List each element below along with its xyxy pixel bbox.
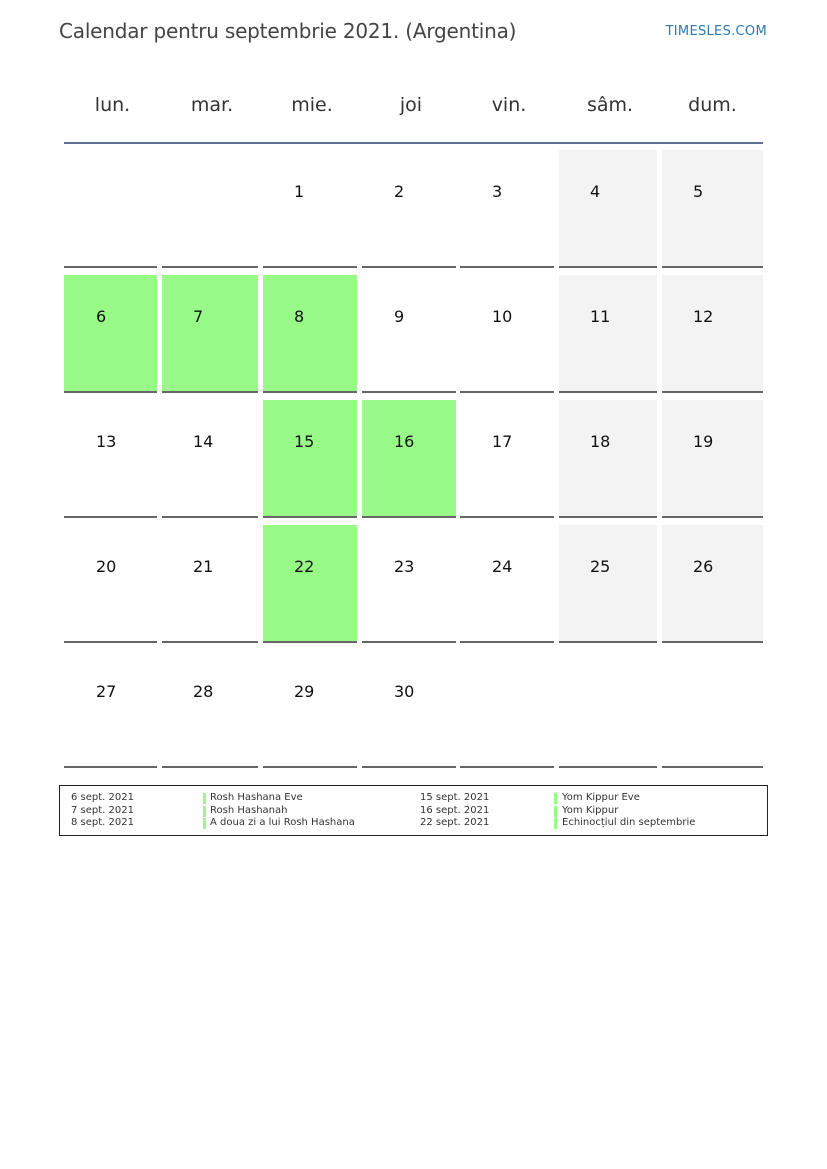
day-cell-23 — [362, 525, 456, 643]
legend-item — [71, 817, 401, 829]
weekday-label: joi — [399, 94, 423, 116]
day-cell-29 — [263, 650, 357, 768]
day-cell-7 — [162, 275, 258, 393]
weekday-header — [64, 90, 763, 120]
holiday-color-swatch — [203, 818, 206, 829]
weekday-label: vin. — [491, 94, 527, 116]
day-number: 28 — [193, 682, 214, 701]
day-cell-21 — [162, 525, 258, 643]
day-number: 20 — [96, 557, 117, 576]
day-cell-24 — [460, 525, 554, 643]
holiday-color-swatch — [554, 818, 557, 829]
day-number: 30 — [394, 682, 415, 701]
day-number: 27 — [96, 682, 117, 701]
day-cell-19 — [662, 400, 763, 518]
day-cell-2 — [362, 150, 456, 268]
day-cell-22 — [263, 525, 357, 643]
header-divider — [64, 142, 763, 144]
day-number: 15 — [294, 432, 315, 451]
legend-date: 7 sept. 2021 — [71, 804, 134, 816]
day-number: 14 — [193, 432, 214, 451]
legend-item — [420, 805, 750, 817]
weekday-label: mar. — [190, 94, 234, 116]
day-number: 29 — [294, 682, 315, 701]
empty-day-cell — [162, 150, 258, 268]
weekday-label: lun. — [94, 94, 131, 116]
holiday-color-swatch — [554, 806, 557, 817]
day-number: 7 — [193, 307, 204, 326]
day-number: 19 — [693, 432, 714, 451]
weekday-label: dum. — [688, 94, 737, 116]
day-cell-4 — [559, 150, 657, 268]
day-cell-8 — [263, 275, 357, 393]
day-cell-6 — [64, 275, 157, 393]
day-cell-1 — [263, 150, 357, 268]
day-number: 5 — [693, 182, 704, 201]
day-number: 26 — [693, 557, 714, 576]
day-number: 1 — [294, 182, 305, 201]
day-number: 8 — [294, 307, 305, 326]
day-number: 22 — [294, 557, 315, 576]
day-cell-25 — [559, 525, 657, 643]
legend-holiday-name: Yom Kippur — [562, 804, 619, 816]
empty-day-cell — [460, 650, 554, 768]
day-number: 9 — [394, 307, 405, 326]
holiday-legend — [59, 785, 768, 836]
legend-date: 22 sept. 2021 — [420, 817, 490, 828]
holiday-color-swatch — [203, 793, 206, 804]
legend-holiday-name: Rosh Hashanah — [210, 804, 288, 816]
holiday-color-swatch — [203, 806, 206, 817]
legend-date: 16 sept. 2021 — [420, 804, 490, 816]
day-cell-17 — [460, 400, 554, 518]
day-cell-11 — [559, 275, 657, 393]
day-number: 2 — [394, 182, 405, 201]
legend-holiday-name: Echinocțiul din septembrie — [562, 817, 696, 828]
page-title: Calendar pentru septembrie 2021. (Argentina) — [59, 19, 517, 43]
empty-day-cell — [559, 650, 657, 768]
day-cell-10 — [460, 275, 554, 393]
legend-date: 8 sept. 2021 — [71, 817, 134, 828]
day-number: 21 — [193, 557, 214, 576]
day-cell-16 — [362, 400, 456, 518]
legend-holiday-name: Rosh Hashana Eve — [210, 792, 303, 803]
day-number: 10 — [492, 307, 513, 326]
day-cell-18 — [559, 400, 657, 518]
day-cell-12 — [662, 275, 763, 393]
legend-item — [420, 792, 750, 804]
day-cell-9 — [362, 275, 456, 393]
day-number: 24 — [492, 557, 513, 576]
legend-date: 15 sept. 2021 — [420, 792, 490, 803]
empty-day-cell — [64, 150, 157, 268]
legend-item — [71, 792, 401, 804]
day-number: 13 — [96, 432, 117, 451]
day-cell-20 — [64, 525, 157, 643]
legend-date: 6 sept. 2021 — [71, 792, 134, 803]
day-cell-14 — [162, 400, 258, 518]
weekday-label: sâm. — [586, 94, 634, 116]
day-number: 11 — [590, 307, 611, 326]
day-cell-5 — [662, 150, 763, 268]
day-number: 16 — [394, 432, 415, 451]
day-cell-30 — [362, 650, 456, 768]
day-number: 6 — [96, 307, 107, 326]
day-cell-15 — [263, 400, 357, 518]
legend-holiday-name: Yom Kippur Eve — [562, 792, 640, 803]
day-cell-28 — [162, 650, 258, 768]
day-number: 18 — [590, 432, 611, 451]
day-number: 4 — [590, 182, 601, 201]
day-number: 25 — [590, 557, 611, 576]
legend-item — [420, 817, 750, 829]
day-cell-26 — [662, 525, 763, 643]
holiday-color-swatch — [554, 793, 557, 804]
day-number: 12 — [693, 307, 714, 326]
day-number: 3 — [492, 182, 503, 201]
day-cell-27 — [64, 650, 157, 768]
day-cell-3 — [460, 150, 554, 268]
empty-day-cell — [662, 650, 763, 768]
weekday-label: mie. — [291, 94, 333, 116]
site-link[interactable]: TIMESLES.COM — [665, 24, 767, 39]
day-number: 23 — [394, 557, 415, 576]
day-number: 17 — [492, 432, 513, 451]
legend-item — [71, 805, 401, 817]
day-cell-13 — [64, 400, 157, 518]
legend-holiday-name: A doua zi a lui Rosh Hashana — [210, 817, 355, 828]
